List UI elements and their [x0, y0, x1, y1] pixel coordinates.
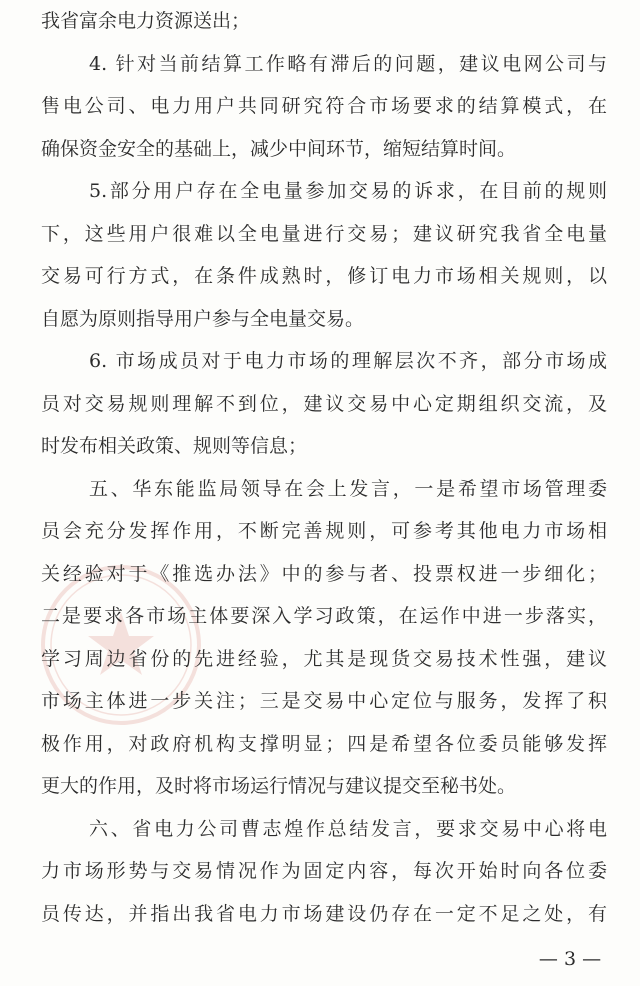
text-line-1: 我省富余电力资源送出；	[41, 10, 251, 32]
section-five-line-1: 五、华东能监局领导在会上发言，一是希望市场管理委	[89, 478, 607, 500]
section-five-line-7: 极作用，对政府机构支撑明显；四是希望各位委员能够发挥	[41, 733, 607, 755]
section-five-line-8: 更大的作用，及时将市场运行情况与建议提交至秘书处。	[41, 775, 517, 797]
paragraph-6-line-2: 员对交易规则理解不到位，建议交易中心定期组织交流，及	[41, 393, 607, 415]
paragraph-4-line-3: 确保资金安全的基础上，减少中间环节，缩短结算时间。	[41, 138, 517, 160]
section-five-line-5: 学习周边省份的先进经验，尤其是现货交易技术性强，建议	[41, 648, 607, 670]
section-six-line-1: 六、省电力公司曹志煌作总结发言，要求交易中心将电	[89, 818, 607, 840]
section-six-line-3: 员传达，并指出我省电力市场建设仍存在一定不足之处，有	[41, 903, 607, 925]
section-six-line-2: 力市场形势与交易情况作为固定内容，每次开始时向各位委	[41, 860, 607, 882]
paragraph-5-line-2: 下，这些用户很难以全电量进行交易；建议研究我省全电量	[41, 223, 607, 245]
page-number: — 3 —	[538, 948, 602, 970]
paragraph-5-line-3: 交易可行方式，在条件成熟时，修订电力市场相关规则，以	[41, 265, 607, 287]
paragraph-4-line-1: 4. 针对当前结算工作略有滞后的问题，建议电网公司与	[89, 53, 607, 75]
paragraph-4-line-2: 售电公司、电力用户共同研究符合市场要求的结算模式，在	[41, 95, 607, 117]
paragraph-5-line-4: 自愿为原则指导用户参与全电量交易。	[41, 308, 365, 330]
section-five-line-2: 员会充分发挥作用，不断完善规则，可参考其他电力市场相	[41, 520, 607, 542]
paragraph-6-line-1: 6. 市场成员对于电力市场的理解层次不齐，部分市场成	[89, 350, 607, 372]
paragraph-6-line-3: 时发布相关政策、规则等信息；	[41, 435, 308, 457]
paragraph-5-line-1: 5.部分用户存在全电量参加交易的诉求，在目前的规则	[89, 180, 607, 202]
section-five-line-4: 二是要求各市场主体要深入学习政策，在运作中进一步落实，	[41, 605, 607, 627]
section-five-line-3: 关经验对于《推选办法》中的参与者、投票权进一步细化；	[41, 563, 607, 585]
section-five-line-6: 市场主体进一步关注；三是交易中心定位与服务，发挥了积	[41, 690, 607, 712]
